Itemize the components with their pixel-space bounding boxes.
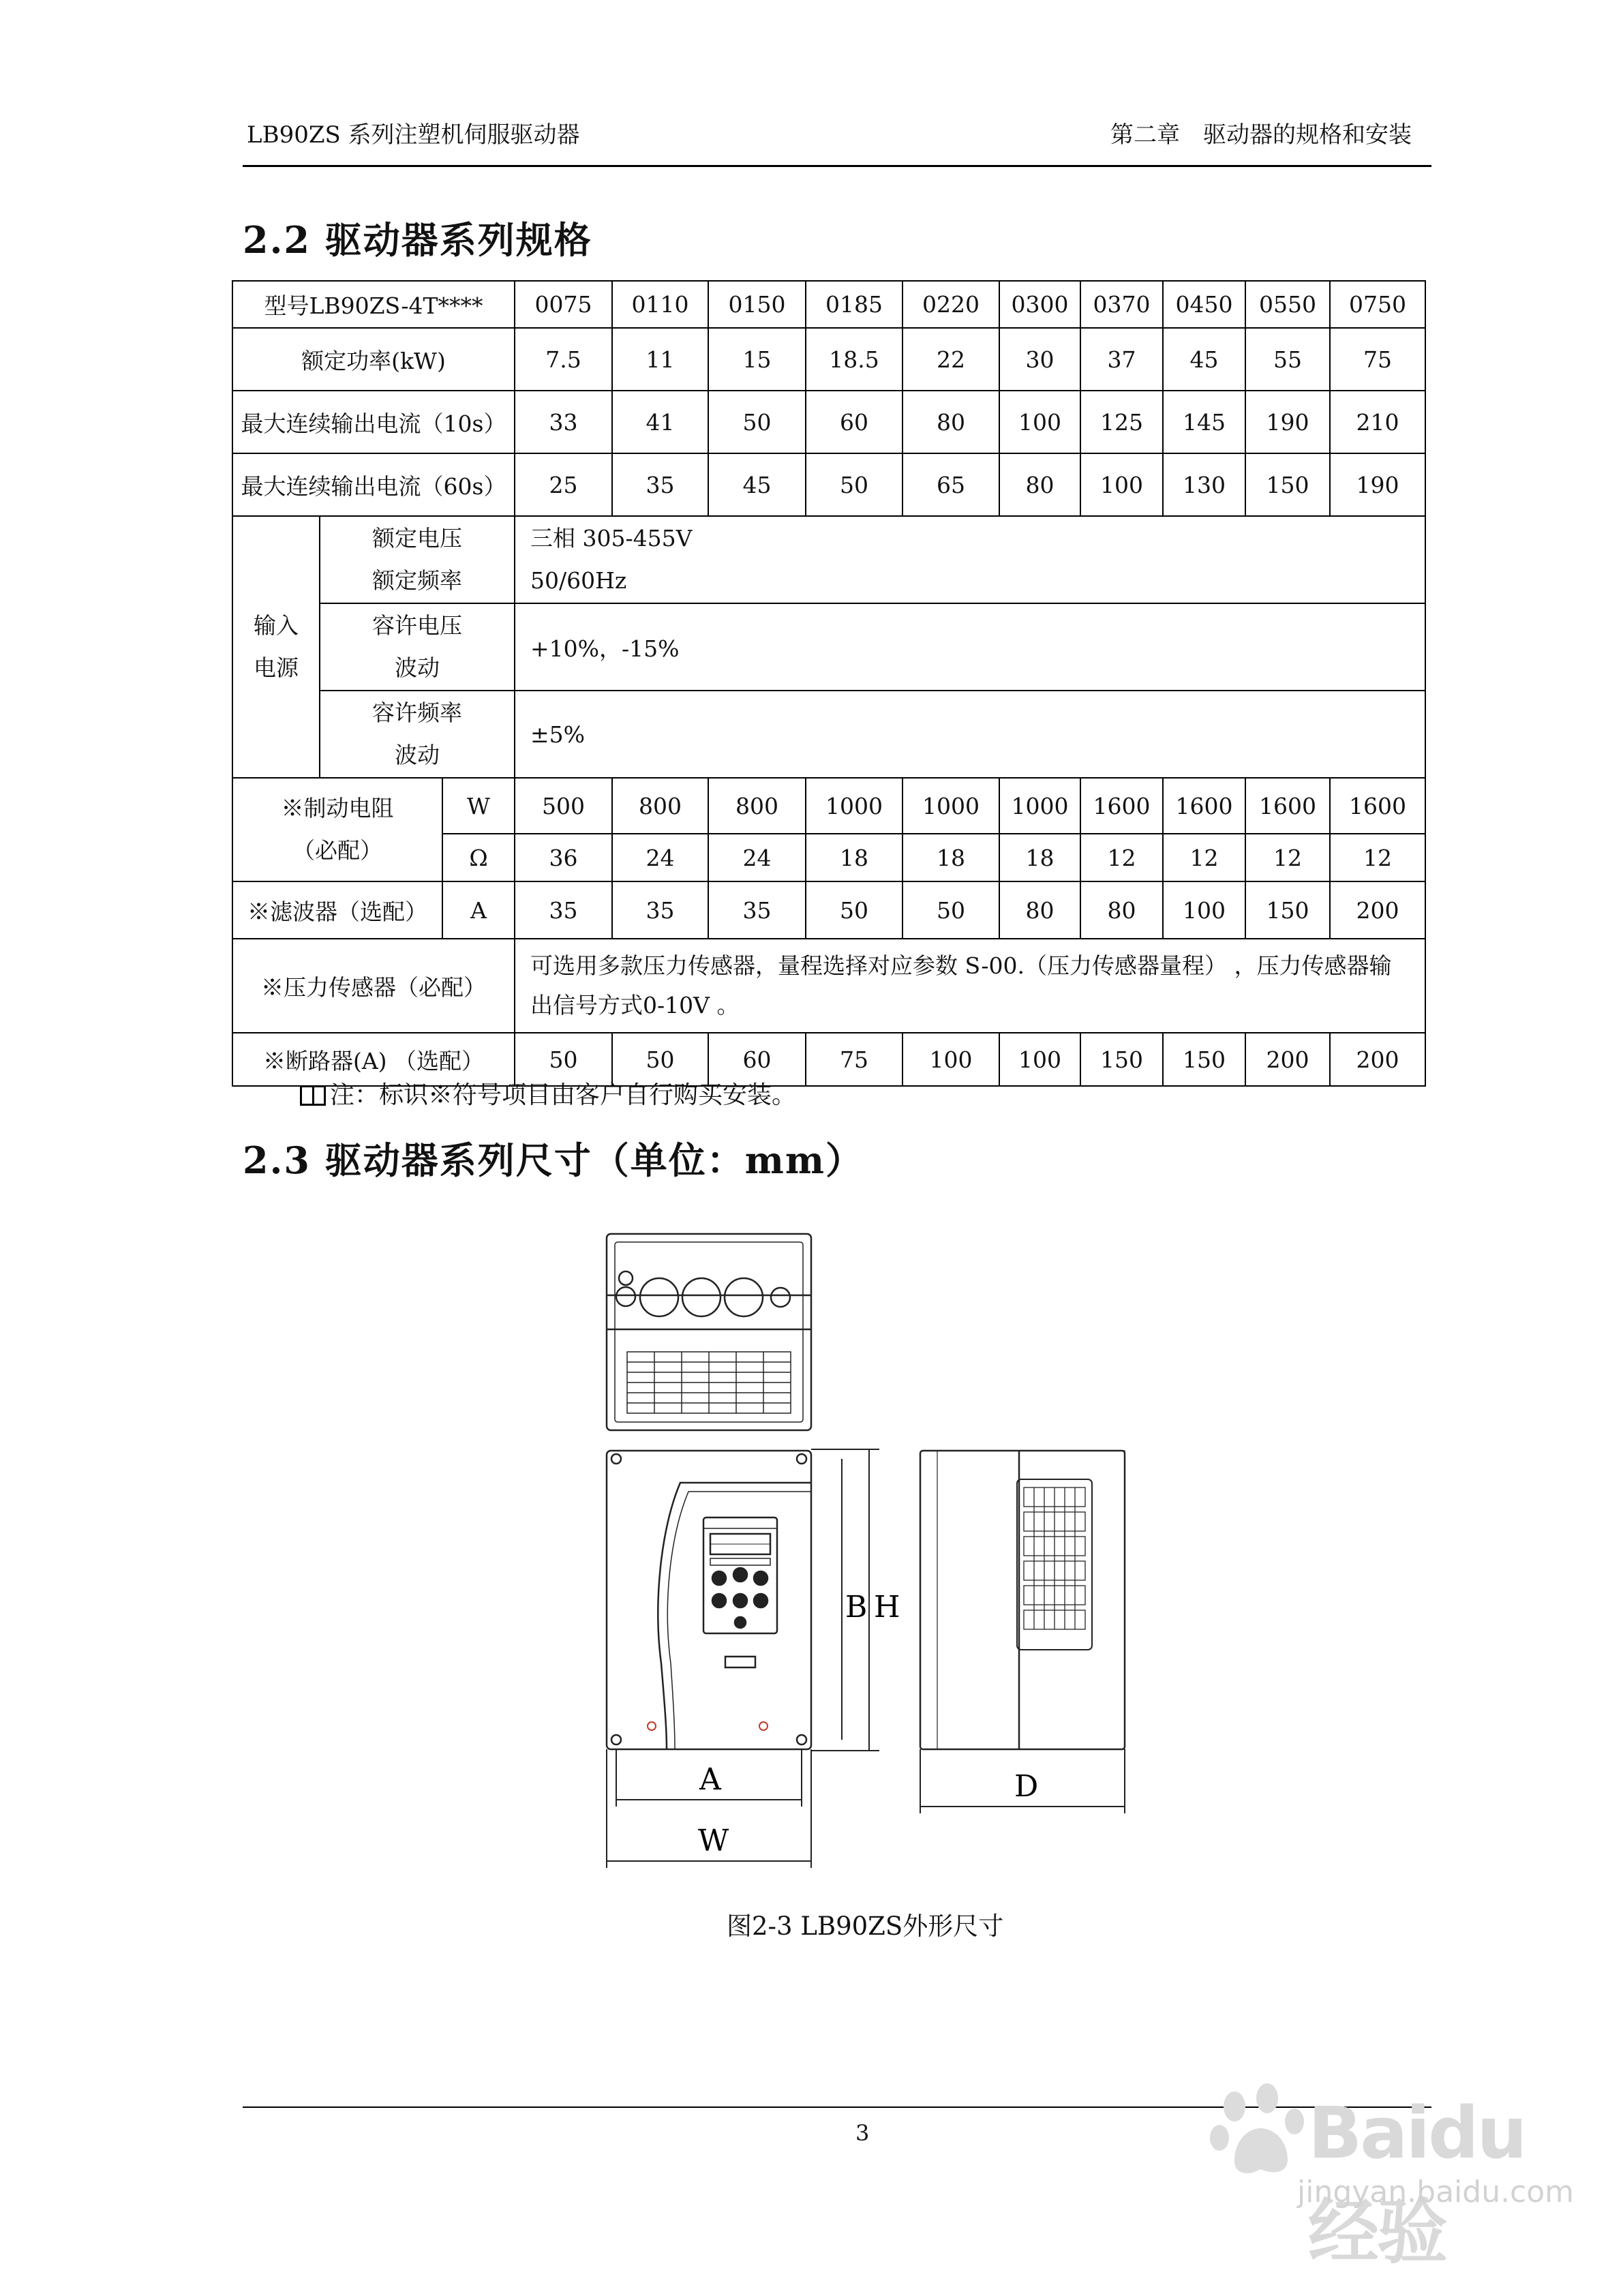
note-text: 注：标识※符号项目由客户自行购买安装。	[330, 1081, 797, 1109]
dim-label-B: B	[845, 1590, 868, 1625]
brake-w-cell: 1600	[1330, 778, 1425, 834]
power-cell: 45	[1163, 328, 1245, 391]
rated-voltage-label-text: 额定电压	[372, 525, 462, 552]
model-cell: 0150	[708, 281, 806, 328]
breaker-cell: 100	[999, 1033, 1080, 1086]
current-10s-label: 最大连续输出电流（10s）	[232, 391, 515, 453]
row-model	[232, 281, 1425, 328]
breaker-cell: 60	[708, 1033, 806, 1086]
brake-ohm-cell: 36	[515, 834, 612, 881]
breaker-cell: 150	[1080, 1033, 1163, 1086]
tol-freq-label	[320, 691, 515, 778]
top-view	[607, 1234, 811, 1430]
brake-ohm-cell: 18	[902, 834, 999, 881]
current-60s-cell: 190	[1330, 453, 1425, 516]
rated-freq-label-text: 额定频率	[372, 567, 462, 594]
tol-freq-label-line1: 容许频率	[372, 699, 462, 726]
current-60s-cell: 80	[999, 453, 1080, 516]
filter-cell: 35	[515, 881, 612, 939]
brake-w-cell: 1000	[902, 778, 999, 834]
pressure-sensor-text: 可选用多款压力传感器，量程选择对应参数 S-00.（压力传感器量程） ，压力传感器输出信号方式0-10V 。	[515, 939, 1425, 1033]
brake-label	[232, 778, 442, 881]
current-60s-cell: 35	[612, 453, 708, 516]
brake-ohm-cell: 24	[612, 834, 708, 881]
model-cell: 0450	[1163, 281, 1245, 328]
filter-cell: 50	[902, 881, 999, 939]
tol-voltage-value: +10%，-15%	[515, 603, 1425, 691]
brake-w-cell: 1600	[1080, 778, 1163, 834]
row-rated-voltage	[232, 516, 1425, 603]
brake-ohm-cell: 12	[1163, 834, 1245, 881]
brake-ohm-cell: 12	[1245, 834, 1330, 881]
model-cell: 0185	[806, 281, 902, 328]
side-view	[920, 1451, 1125, 1749]
breaker-cell: 75	[806, 1033, 902, 1086]
model-cell: 0370	[1080, 281, 1163, 328]
rated-voltage-value-text: 三相 305-455V	[530, 525, 693, 552]
power-cell: 30	[999, 328, 1080, 391]
power-cell: 22	[902, 328, 999, 391]
brake-w-cell: 1600	[1245, 778, 1330, 834]
power-cell: 15	[708, 328, 806, 391]
breaker-label: ※断路器(A) （选配）	[232, 1033, 515, 1086]
brake-ohm-cell: 12	[1080, 834, 1163, 881]
tol-voltage-label-line1: 容许电压	[372, 612, 462, 639]
input-group-line1: 输入	[254, 612, 299, 639]
row-power	[232, 328, 1425, 391]
brake-label-line2: （必配）	[292, 837, 382, 864]
breaker-cell: 50	[515, 1033, 612, 1086]
section-title-2-3: 2.3 驱动器系列尺寸（单位：mm）	[243, 1138, 864, 1182]
brake-w-cell: 1600	[1163, 778, 1245, 834]
current-60s-cell: 65	[902, 453, 999, 516]
breaker-cell: 100	[902, 1033, 999, 1086]
current-10s-cell: 41	[612, 391, 708, 453]
brake-label-line1: ※制动电阻	[281, 795, 394, 821]
figure-caption: 图2-3 LB90ZS外形尺寸	[727, 1912, 1004, 1941]
current-60s-cell: 150	[1245, 453, 1330, 516]
brake-ohm-cell: 12	[1330, 834, 1425, 881]
filter-cell: 80	[999, 881, 1080, 939]
brake-ohm-cell: 24	[708, 834, 806, 881]
current-60s-cell: 25	[515, 453, 612, 516]
baidu-watermark	[1207, 2072, 1575, 2274]
section-title-2-2: 2.2 驱动器系列规格	[243, 218, 592, 262]
header-left: LB90ZS 系列注塑机伺服驱动器	[247, 121, 580, 149]
current-10s-cell: 33	[515, 391, 612, 453]
tol-voltage-label	[320, 603, 515, 691]
table-note	[300, 1076, 796, 1111]
current-10s-cell: 100	[999, 391, 1080, 453]
current-10s-cell: 60	[806, 391, 902, 453]
rated-voltage-value	[515, 516, 1425, 603]
paw-logo-icon	[1207, 2079, 1309, 2181]
brake-ohm-cell: 18	[806, 834, 902, 881]
power-cell: 75	[1330, 328, 1425, 391]
power-cell: 37	[1080, 328, 1163, 391]
brake-w-cell: 500	[515, 778, 612, 834]
dim-label-D: D	[1014, 1769, 1039, 1804]
filter-cell: 150	[1245, 881, 1330, 939]
current-10s-cell: 190	[1245, 391, 1330, 453]
brake-ohm-cell: 18	[999, 834, 1080, 881]
current-60s-cell: 45	[708, 453, 806, 516]
filter-cell: 35	[612, 881, 708, 939]
dim-label-A: A	[699, 1762, 721, 1797]
current-10s-cell: 210	[1330, 391, 1425, 453]
power-cell: 18.5	[806, 328, 902, 391]
current-60s-cell: 50	[806, 453, 902, 516]
model-cell: 0750	[1330, 281, 1425, 328]
filter-cell: 80	[1080, 881, 1163, 939]
dim-label-H: H	[874, 1590, 900, 1625]
filter-cell: 200	[1330, 881, 1425, 939]
filter-cell: 35	[708, 881, 806, 939]
current-60s-cell: 130	[1163, 453, 1245, 516]
watermark-url: jingyan.baidu.com	[1297, 2175, 1575, 2209]
brake-w-cell: 1000	[999, 778, 1080, 834]
model-label: 型号LB90ZS-4T****	[232, 281, 515, 328]
breaker-cell: 50	[612, 1033, 708, 1086]
model-cell: 0075	[515, 281, 612, 328]
tol-voltage-label-line2: 波动	[395, 654, 440, 681]
row-tolerance-freq	[232, 691, 1425, 778]
current-10s-cell: 80	[902, 391, 999, 453]
model-cell: 0110	[612, 281, 708, 328]
current-10s-cell: 50	[708, 391, 806, 453]
filter-label: ※滤波器（选配）	[232, 881, 442, 939]
breaker-cell: 200	[1245, 1033, 1330, 1086]
current-10s-cell: 125	[1080, 391, 1163, 453]
filter-unit: A	[442, 881, 515, 939]
model-cell: 0550	[1245, 281, 1330, 328]
current-60s-cell: 100	[1080, 453, 1163, 516]
header-right: 第二章 驱动器的规格和安装	[1110, 121, 1412, 149]
watermark-brand: Baidu经验	[1308, 2091, 1526, 2274]
power-cell: 11	[612, 328, 708, 391]
rated-freq-value-text: 50/60Hz	[530, 567, 627, 594]
header-rule	[243, 165, 1431, 167]
spec-table	[232, 280, 1426, 1087]
brake-w-unit: W	[442, 778, 515, 834]
brake-w-cell: 800	[708, 778, 806, 834]
page-number: 3	[855, 2120, 870, 2146]
row-current-10s	[232, 391, 1425, 453]
book-icon	[300, 1085, 326, 1106]
brake-w-cell: 800	[612, 778, 708, 834]
row-current-60s	[232, 453, 1425, 516]
filter-cell: 100	[1163, 881, 1245, 939]
power-cell: 55	[1245, 328, 1330, 391]
filter-cell: 50	[806, 881, 902, 939]
tol-freq-label-line2: 波动	[395, 742, 440, 768]
current-10s-cell: 145	[1163, 391, 1245, 453]
pressure-sensor-label: ※压力传感器（必配）	[232, 939, 515, 1033]
row-filter	[232, 881, 1425, 939]
brake-w-cell: 1000	[806, 778, 902, 834]
brake-ohm-unit: Ω	[442, 834, 515, 881]
row-pressure-sensor	[232, 939, 1425, 1033]
breaker-cell: 150	[1163, 1033, 1245, 1086]
power-cell: 7.5	[515, 328, 612, 391]
power-label: 额定功率(kW)	[232, 328, 515, 391]
model-cell: 0300	[999, 281, 1080, 328]
input-power-group	[232, 516, 320, 778]
tol-freq-value: ±5%	[515, 691, 1425, 778]
row-brake-w	[232, 778, 1425, 834]
front-view	[607, 1451, 811, 1749]
dim-label-W: W	[698, 1824, 729, 1858]
row-tolerance-voltage	[232, 603, 1425, 691]
model-cell: 0220	[902, 281, 999, 328]
dimension-drawing	[559, 1220, 1172, 1875]
rated-voltage-label	[320, 516, 515, 603]
current-60s-label: 最大连续输出电流（60s）	[232, 453, 515, 516]
input-group-line2: 电源	[254, 654, 299, 681]
breaker-cell: 200	[1330, 1033, 1425, 1086]
